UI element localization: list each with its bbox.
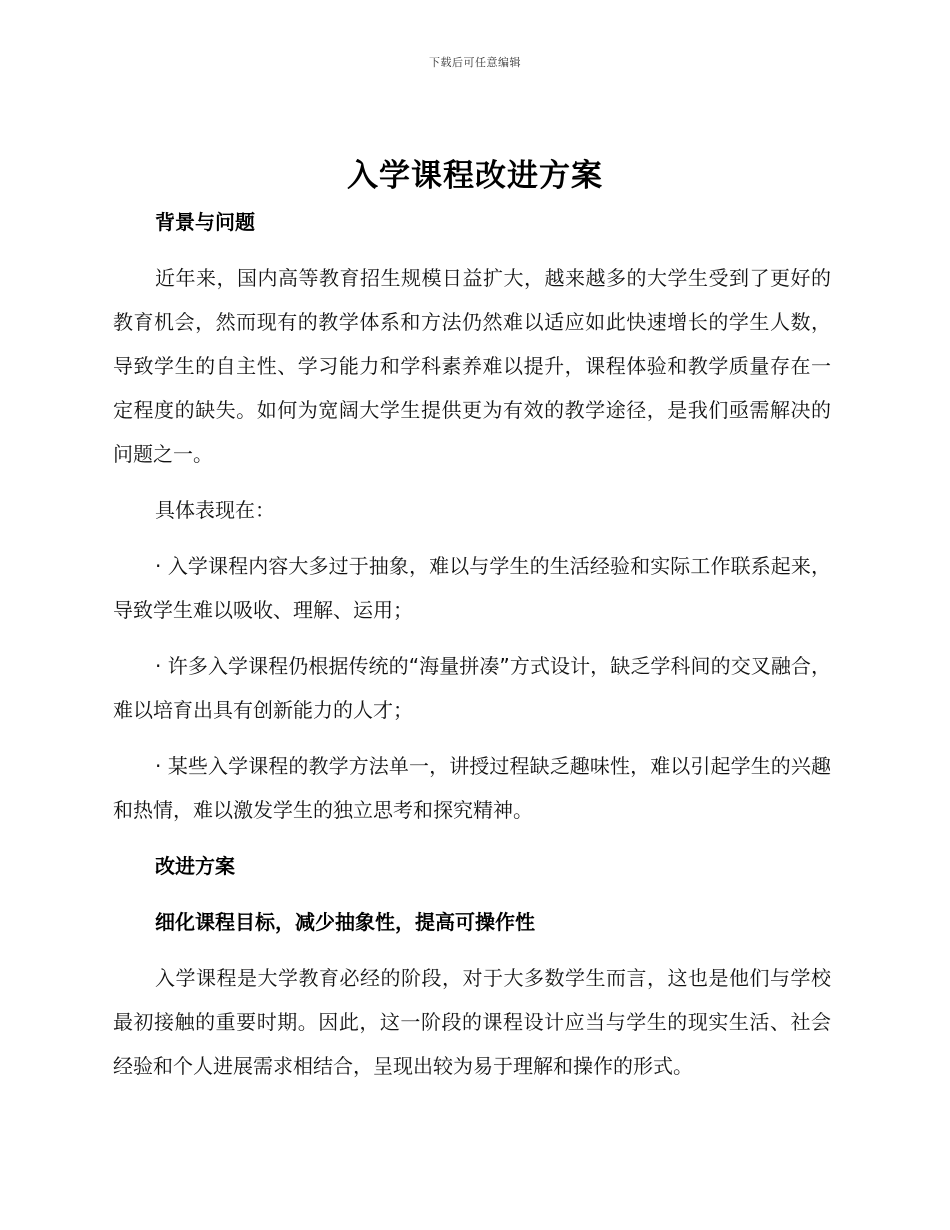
section-heading-plan: 改进方案 <box>155 854 235 878</box>
paragraph-background: 近年来，国内高等教育招生规模日益扩大，越来越多的大学生受到了更好的教育机会，然而现有的教学体系和方法仍然难以适应如此快速增长的学生人数，导致学生的自主性、学习能力和学科素养难以提升，课程体验和教学质量存在一定程度的缺失。如何为宽阔大学生提供更为有效的教学途径，是我们亟需解决的问题之一。 <box>113 266 831 466</box>
bullet-item: · 许多入学课程仍根据传统的“海量拼凑”方式设计，缺乏学科间的交叉融合，难以培育出具有创新能力的人才； <box>113 654 831 722</box>
paragraph-specific-intro: 具体表现在： <box>155 498 275 522</box>
bullet-item: · 某些入学课程的教学方法单一，讲授过程缺乏趣味性，难以引起学生的兴趣和热情，难以激发学生的独立思考和探究精神。 <box>113 754 831 822</box>
sub-heading-1: 细化课程目标，减少抽象性，提高可操作性 <box>155 910 535 934</box>
section-heading-background: 背景与问题 <box>155 210 255 234</box>
paragraph-sub-1: 入学课程是大学教育必经的阶段，对于大多数学生而言，这也是他们与学校最初接触的重要时期。因此，这一阶段的课程设计应当与学生的现实生活、社会经验和个人进展需求相结合，呈现出较为易于理解和操作的形式。 <box>113 966 831 1078</box>
header-note: 下载后可任意编辑 <box>429 56 521 69</box>
document-body <box>113 202 831 1088</box>
bullet-item: · 入学课程内容大多过于抽象，难以与学生的生活经验和实际工作联系起来，导致学生难以吸收、理解、运用； <box>113 554 831 622</box>
document-title: 入学课程改进方案 <box>347 158 603 194</box>
